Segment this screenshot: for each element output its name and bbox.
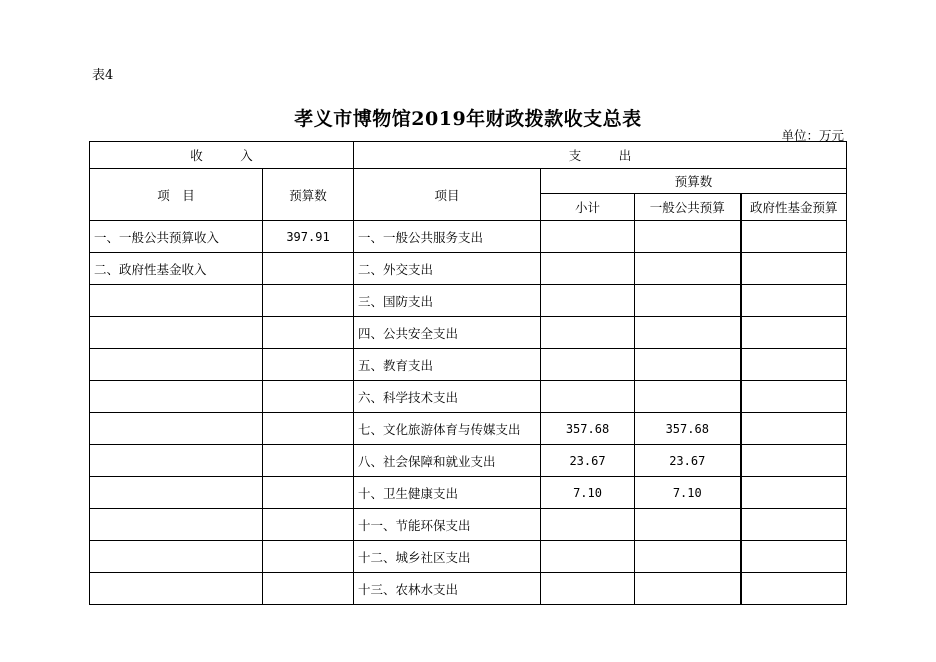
gov-fund-budget-cell [741,349,847,381]
table-row [90,349,847,381]
gov-fund-budget-cell [741,573,847,605]
subtotal-cell [541,349,635,381]
income-budget-cell [263,573,354,605]
table-row [90,541,847,573]
subtotal-cell [541,509,635,541]
income-item-cell [90,381,263,413]
income-budget-header: 预算数 [263,169,354,221]
gov-fund-budget-cell [741,221,847,253]
table-row [90,509,847,541]
income-budget-cell [263,285,354,317]
income-budget-cell [263,413,354,445]
table-row [90,413,847,445]
income-item-cell [90,573,263,605]
income-item-cell [90,445,263,477]
gov-fund-budget-cell [741,509,847,541]
income-item-cell [90,349,263,381]
table-row [90,253,847,285]
header-row-1 [90,142,847,169]
income-item-header: 项 目 [90,169,263,221]
table-row [90,445,847,477]
general-budget-cell [635,541,741,573]
table-row [90,221,847,253]
income-item-cell [90,509,263,541]
subtotal-cell: 23.67 [541,445,635,477]
gov-fund-budget-cell [741,413,847,445]
general-budget-cell [635,349,741,381]
subtotal-cell [541,221,635,253]
table-row [90,477,847,509]
expense-item-cell: 一、一般公共服务支出 [354,221,541,253]
income-item-cell [90,477,263,509]
table-row [90,381,847,413]
income-item-cell [90,541,263,573]
unit-label: 单位：万元 [781,128,844,143]
general-budget-cell [635,221,741,253]
expense-item-cell: 二、外交支出 [354,253,541,285]
subtotal-cell [541,541,635,573]
general-budget-cell [635,509,741,541]
subtotal-cell: 357.68 [541,413,635,445]
expense-item-cell: 四、公共安全支出 [354,317,541,349]
page-title: 孝义市博物馆2019年财政拨款收支总表 [294,108,642,130]
general-budget-header: 一般公共预算 [635,194,741,221]
expense-item-cell: 十、卫生健康支出 [354,477,541,509]
expense-group-header: 支 出 [354,142,847,169]
general-budget-cell [635,317,741,349]
budget-summary-table [89,141,847,605]
expense-item-cell: 七、文化旅游体育与传媒支出 [354,413,541,445]
expense-item-header: 项目 [354,169,541,221]
subtotal-cell [541,381,635,413]
table-row [90,285,847,317]
table-row [90,573,847,605]
general-budget-cell: 357.68 [635,413,741,445]
income-budget-cell: 397.91 [263,221,354,253]
income-budget-cell [263,477,354,509]
income-budget-cell [263,509,354,541]
table-label: 表4 [92,68,114,83]
subtotal-cell: 7.10 [541,477,635,509]
gov-fund-budget-cell [741,285,847,317]
expense-item-cell: 五、教育支出 [354,349,541,381]
gov-fund-budget-cell [741,381,847,413]
income-budget-cell [263,317,354,349]
header-row-2 [90,169,847,194]
expense-item-cell: 十二、城乡社区支出 [354,541,541,573]
income-budget-cell [263,381,354,413]
expense-item-cell: 三、国防支出 [354,285,541,317]
general-budget-cell [635,381,741,413]
income-item-cell: 一、一般公共预算收入 [90,221,263,253]
expense-item-cell: 八、社会保障和就业支出 [354,445,541,477]
gov-fund-budget-cell [741,445,847,477]
general-budget-cell: 23.67 [635,445,741,477]
general-budget-cell: 7.10 [635,477,741,509]
income-budget-cell [263,349,354,381]
table-row [90,317,847,349]
subtotal-header: 小计 [541,194,635,221]
expense-item-cell: 十三、农林水支出 [354,573,541,605]
expense-item-cell: 十一、节能环保支出 [354,509,541,541]
general-budget-cell [635,253,741,285]
gov-fund-budget-cell [741,253,847,285]
general-budget-cell [635,573,741,605]
income-item-cell: 二、政府性基金收入 [90,253,263,285]
expense-item-cell: 六、科学技术支出 [354,381,541,413]
general-budget-cell [635,285,741,317]
subtotal-cell [541,285,635,317]
gov-fund-budget-cell [741,477,847,509]
income-item-cell [90,317,263,349]
income-budget-cell [263,445,354,477]
subtotal-cell [541,317,635,349]
income-item-cell [90,413,263,445]
income-budget-cell [263,253,354,285]
subtotal-cell [541,573,635,605]
income-budget-cell [263,541,354,573]
gov-fund-budget-header: 政府性基金预算 [741,194,847,221]
gov-fund-budget-cell [741,541,847,573]
budget-group-header: 预算数 [541,169,847,194]
gov-fund-budget-cell [741,317,847,349]
income-group-header: 收 入 [90,142,354,169]
subtotal-cell [541,253,635,285]
income-item-cell [90,285,263,317]
